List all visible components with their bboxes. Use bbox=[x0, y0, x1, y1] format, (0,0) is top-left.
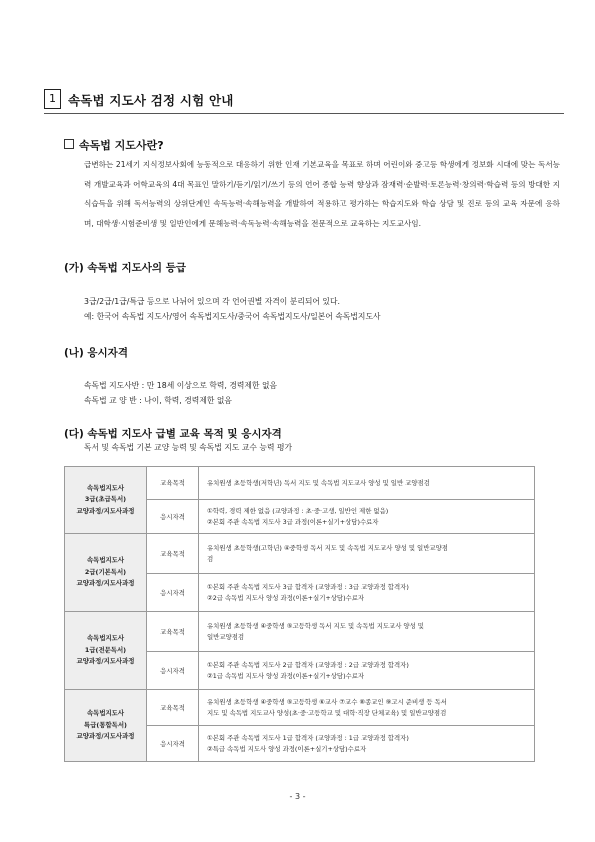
level-cell: 속독법지도사 3급(초급독서) 교양과정/지도사과정 bbox=[65, 467, 147, 534]
intro-heading-text: 속독법 지도사란? bbox=[79, 139, 164, 152]
level-cell: 속독법지도사 2급(기본독서) 교양과정/지도사과정 bbox=[65, 534, 147, 612]
qualification-cell: ①본회 주관 속독법 지도사 2급 합격자 (교양과정 : 2급 교양과정 합격자) ②1급 속독법 지도사 양성 과정(이론+실기+상담)수료자 bbox=[199, 652, 535, 690]
qualification-cell: ①학력, 경력 제한 없음 (교양과정 : 초·중·고생, 일반인 제한 없음) ②본회 주관 속독법 지도사 3급 과정(이론+실기+상담)수료자 bbox=[199, 500, 535, 534]
table-row bbox=[65, 612, 535, 652]
level-cell: 속독법지도사 1급(전문독서) 교양과정/지도사과정 bbox=[65, 612, 147, 690]
purpose-cell: 유치원생 초등학생 ④중학생 ⑤고등학생 독서 지도 및 속독법 지도교사 양성 및 일반교양점검 bbox=[199, 612, 535, 652]
section-da-subtitle bbox=[84, 440, 292, 455]
qualification-label: 응시자격 bbox=[147, 500, 199, 534]
purpose-label: 교육목적 bbox=[147, 690, 199, 726]
section-ga-line: 예: 한국어 속독법 지도사/영어 속독법지도사/중국어 속독법지도사/일본어 속독법지도사 bbox=[84, 312, 381, 321]
intro-paragraph: 급변하는 21세기 지식정보사회에 능동적으로 대응하기 위한 인재 기본교육을 목표로 하며 어린이와 중고등 학생에게 정보화 시대에 맞는 독서능력 개발교육과 어학교육의 4대 목표인 말하기/듣기/읽기/쓰기 등의 언어 종합 능력 향상과 잠재력·순발력·토론능력·창의력·학습력 등의 방대한 지식습득을 위해 독서능력의 상위단계인 속독능력·속해능력을 개발하여 적용하고 평가하는 학습지도와 학습 상담 및 진로 등의 교육 자문에 응하며, 대학생·시험준비생 및 일반인에게 문해능력·속독능력·속해능력을 전문적으로 교육하는 지도교사임. bbox=[84, 160, 560, 228]
section-na-line: 속독법 지도사반 : 만 18세 이상으로 학력, 경력제한 없음 bbox=[84, 381, 278, 390]
table-row bbox=[65, 690, 535, 726]
purpose-cell: 유치원생 초등학생(저학년) 독서 지도 및 속독법 지도교사 양성 및 일반 교양점검 bbox=[199, 467, 535, 500]
chapter-number: 1 bbox=[44, 89, 61, 109]
table-row bbox=[65, 467, 535, 500]
section-ga-title: (가) 속독법 지도사의 등급 bbox=[64, 262, 186, 274]
purpose-cell: 유치원생 초등학생(고학년) ④중학생 독서 지도 및 속독법 지도교사 양성 및 일반교양점 검 bbox=[199, 534, 535, 574]
intro-heading bbox=[64, 137, 560, 152]
qualification-cell: ①본회 주관 속독법 지도사 3급 합격자 (교양과정 : 3급 교양과정 합격자) ②2급 속독법 지도사 양성 과정(이론+실기+상담)수료자 bbox=[199, 574, 535, 612]
qualification-label: 응시자격 bbox=[147, 652, 199, 690]
level-table bbox=[64, 466, 535, 762]
purpose-label: 교육목적 bbox=[147, 612, 199, 652]
header-divider bbox=[44, 113, 564, 114]
qualification-label: 응시자격 bbox=[147, 574, 199, 612]
page-number: - 3 - bbox=[289, 792, 306, 801]
section-na-body bbox=[84, 378, 277, 408]
purpose-label: 교육목적 bbox=[147, 467, 199, 500]
level-cell: 속독법지도사 특급(통합독서) 교양과정/지도사과정 bbox=[65, 690, 147, 762]
square-bullet-icon bbox=[64, 139, 74, 149]
chapter-title: 속독법 지도사 검정 시험 안내 bbox=[68, 93, 234, 108]
purpose-cell: 유치원생 초등학생 ④중학생 ⑤고등학생 ⑥교사 ⑦교수 ⑧종교인 ⑨고시 준비생 등 독서 지도 및 속독법 지도교사 양성(초·중·고등학교 및 대학·직장 단체교육) 및 일반교양점검 bbox=[199, 690, 535, 726]
section-ga-line: 3급/2급/1급/특급 등으로 나뉘어 있으며 각 언어권별 자격이 분리되어 있다. bbox=[84, 297, 340, 306]
qualification-label: 응시자격 bbox=[147, 726, 199, 762]
qualification-cell: ①본회 주관 속독법 지도사 1급 합격자 (교양과정 : 1급 교양과정 합격자) ②특급 속독법 지도사 양성 과정(이론+실기+상담)수료자 bbox=[199, 726, 535, 762]
purpose-label: 교육목적 bbox=[147, 534, 199, 574]
intro-section bbox=[64, 137, 560, 233]
table-row bbox=[65, 534, 535, 574]
section-na-line: 속독법 교 양 반 : 나이, 학력, 경력제한 없음 bbox=[84, 396, 232, 405]
section-na-title: (나) 응시자격 bbox=[64, 347, 128, 359]
section-da-subtitle-text: 독서 및 속독법 기본 교양 능력 및 속독법 지도 교수 능력 평가 bbox=[84, 443, 293, 452]
section-da-title: (다) 속독법 지도사 급별 교육 목적 및 응시자격 bbox=[64, 428, 282, 440]
section-ga-body bbox=[84, 294, 381, 324]
